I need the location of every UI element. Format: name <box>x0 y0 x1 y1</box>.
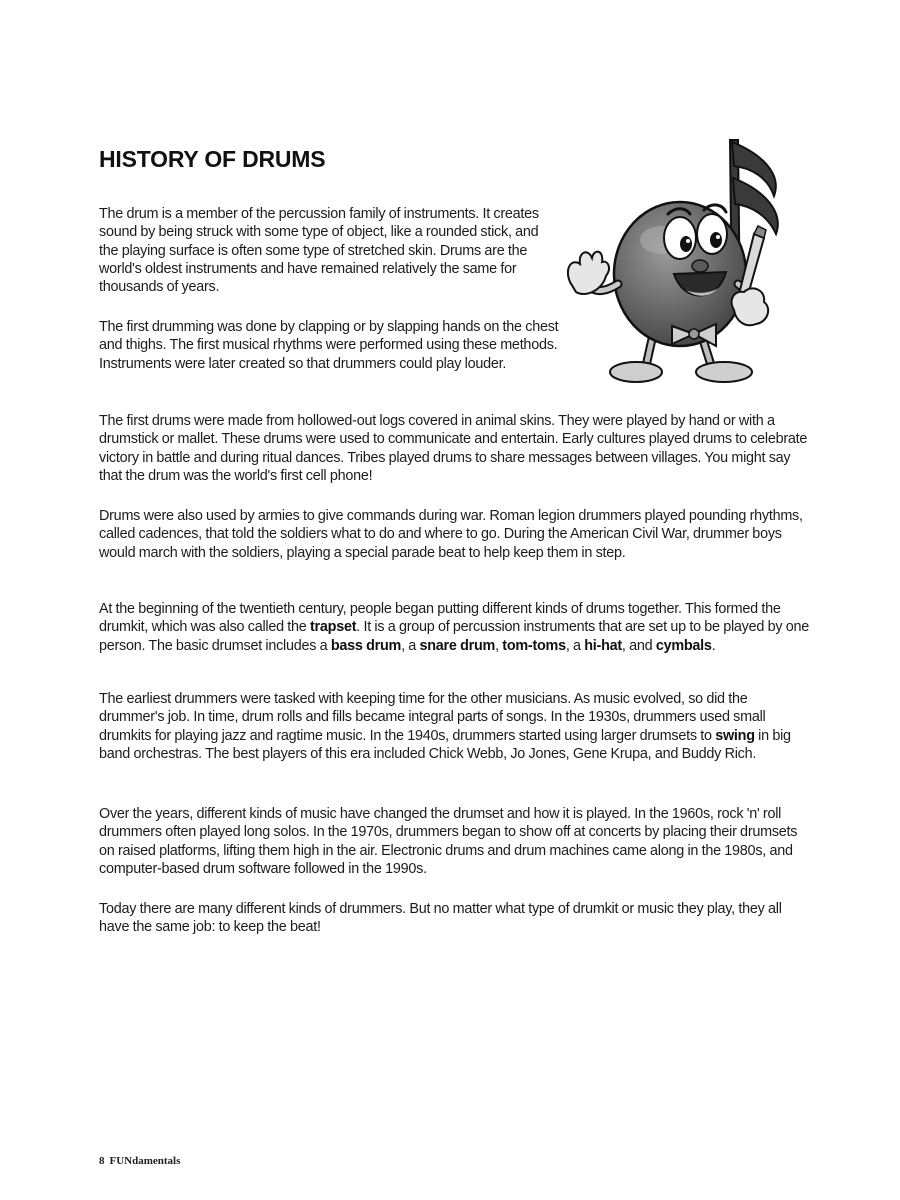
paragraph-1: The drum is a member of the percussion family of instruments. It creates sound by being struck with some type of object, like a rounded stick, and the playing surface is often some type of stretched skin. Drums are the world's oldest instruments and have remained relatively the same for thousands of years. <box>99 206 539 296</box>
page-title: HISTORY OF DRUMS <box>99 146 326 172</box>
paragraph-3: The first drums were made from hollowed-out logs covered in animal skins. They were played by hand or with a drumstick or mallet. These drums were used to communicate and entertain. Early cultures played drums to celebrate victory in battle and during ritual dances. Tribes played drums to share messages between villages. You might say that the drum was the world's first cell phone! <box>99 413 808 484</box>
paragraph-5-text-4: , <box>495 637 503 654</box>
paragraph-5-text-2: . It is a group of percussion instruments that are set up to be played by one person. The basic drumset includes a <box>99 619 809 654</box>
paragraph-5-text-7: . <box>711 637 716 654</box>
term-swing: swing <box>715 727 755 744</box>
term-tom-toms: tom-toms <box>502 637 566 654</box>
paragraph-5-text-1: At the beginning of the twentieth century, people began putting different kinds of drums together. This formed the drumkit, which was also called the <box>99 601 781 636</box>
paragraph-8: Today there are many different kinds of drummers. But no matter what type of drumkit or music they play, they all have the same job: to keep the beat! <box>99 901 782 936</box>
term-cymbals: cymbals <box>655 637 712 654</box>
paragraph-5-text-6: , and <box>621 637 656 654</box>
paragraph-2: The first drumming was done by clapping or by slapping hands on the chest and thighs. The first musical rhythms were performed using these methods. Instruments were later created so that drummers could play louder. <box>99 319 559 372</box>
term-hi-hat: hi-hat <box>584 637 622 654</box>
paragraph-6-text-1: The earliest drummers were tasked with keeping time for the other musicians. As music evolved, so did the drummer's job. In time, drum rolls and fills became integral parts of songs. In the 1930s, drummers used small drumkits for playing jazz and ragtime music. In the 1940s, drummers started using larger drumsets to <box>99 691 766 744</box>
page-footer <box>99 1155 180 1167</box>
page-number: 8 <box>99 1155 105 1167</box>
paragraph-5-text-3: , a <box>401 637 420 654</box>
paragraph-5-text-5: , a <box>565 637 585 654</box>
term-snare-drum: snare drum <box>419 637 496 654</box>
paragraph-4: Drums were also used by armies to give commands during war. Roman legion drummers played pounding rhythms, called cadences, that told the soldiers what to do and where to go. During the American Civil War, drummer boys would march with the soldiers, playing a special parade beat to help keep them in step. <box>99 508 803 561</box>
paragraph-6 <box>99 690 811 763</box>
paragraph-7: Over the years, different kinds of music have changed the drumset and how it is played. In the 1960s, rock 'n' roll drummers often played long solos. In the 1970s, drummers began to show off at concerts by placing their drumsets on raised platforms, lifting them high in the air. Electronic drums and drum machines came along in the 1980s, and computer-based drum software followed in the 1990s. <box>99 806 798 877</box>
paragraph-5 <box>99 600 811 655</box>
term-bass-drum: bass drum <box>330 637 402 654</box>
term-trapset: trapset <box>310 619 357 636</box>
music-note-mascot-illustration <box>562 134 790 392</box>
paragraph-6-text-2: in big band orchestras. The best players of this era included Chick Webb, Jo Jones, Gene Krupa, and Buddy Rich. <box>99 727 791 762</box>
book-title: FUNdamentals <box>109 1155 181 1167</box>
